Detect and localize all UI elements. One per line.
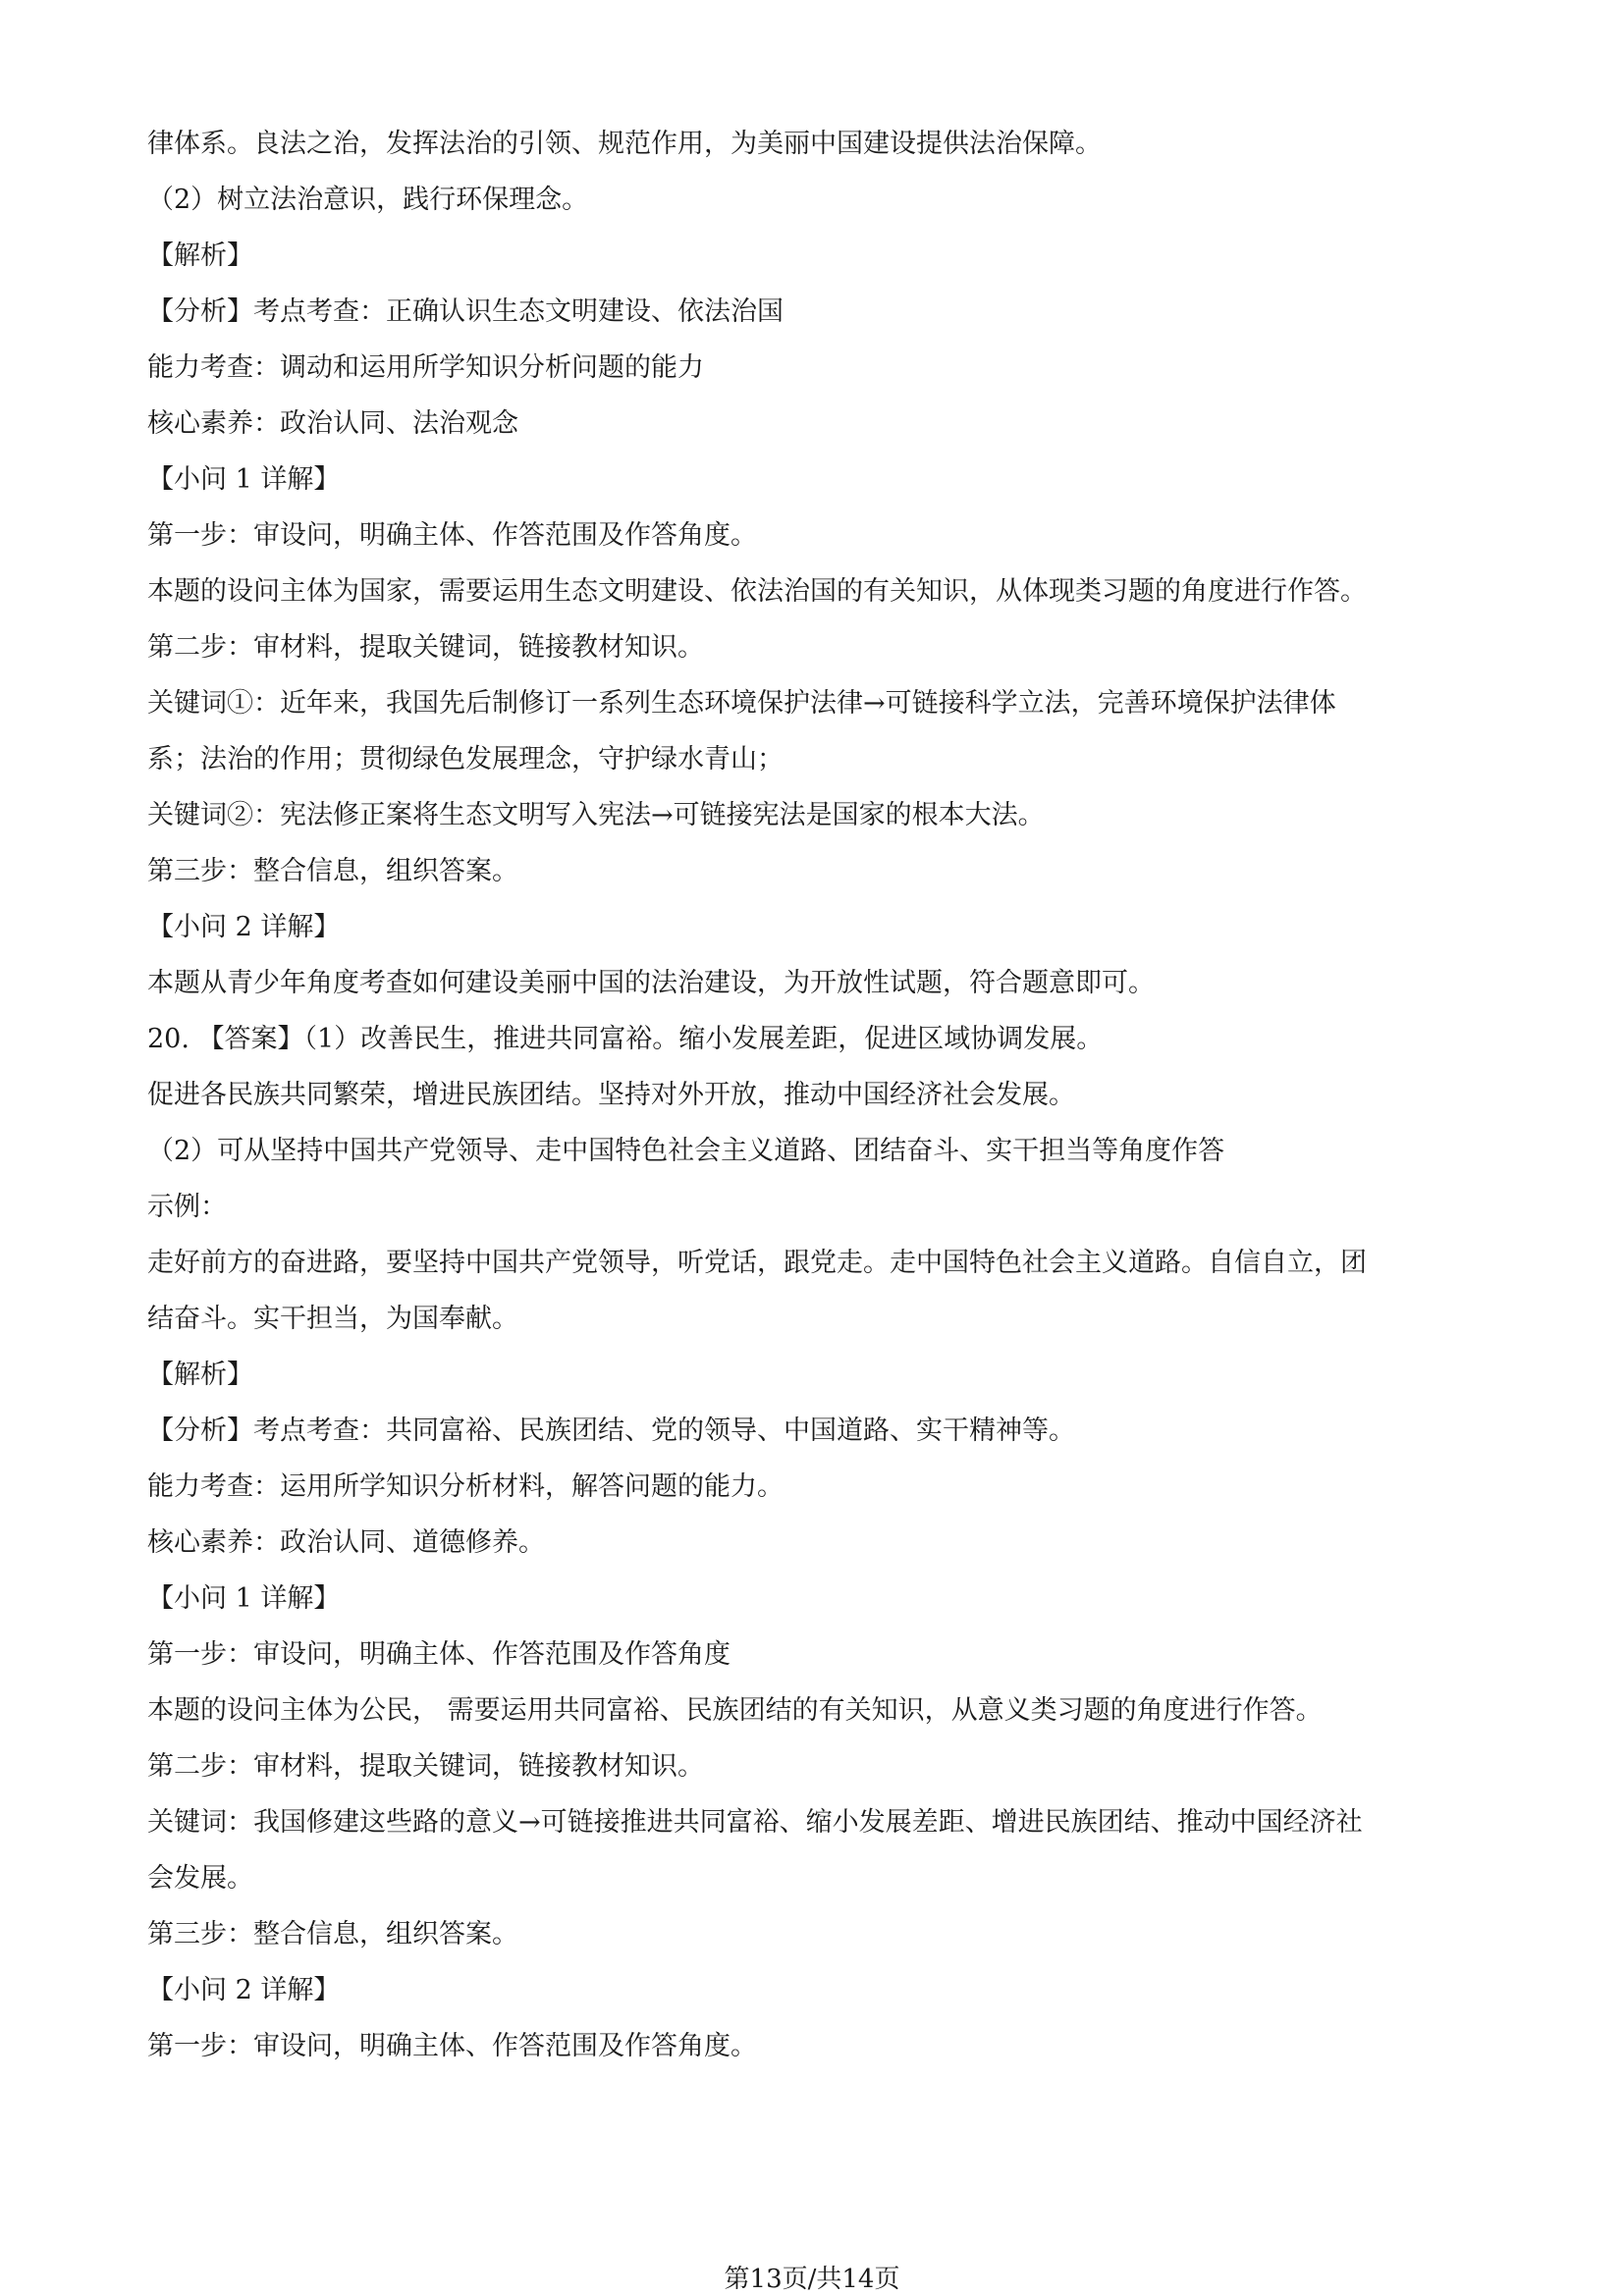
section-heading: 【小问 1 详解】	[147, 1583, 341, 1614]
text-line: 促进各民族共同繁荣，增进民族团结。坚持对外开放，推动中国经济社会发展。	[147, 1080, 1075, 1110]
text-line: 第一步：审设问，明确主体、作答范围及作答角度	[147, 1639, 731, 1670]
text-line: （2）树立法治意识，践行环保理念。	[147, 185, 589, 215]
text-line: 核心素养：政治认同、法治观念	[147, 408, 518, 439]
section-heading: 【解析】	[147, 1360, 253, 1390]
text-line: 第三步：整合信息，组织答案。	[147, 856, 518, 886]
text-line: 第二步：审材料，提取关键词，链接教材知识。	[147, 1751, 704, 1782]
question-answer-line: 20. 【答案】（1）改善民生，推进共同富裕。缩小发展差距，促进区域协调发展。	[147, 1024, 1104, 1054]
text-line: 结奋斗。实干担当，为国奉献。	[147, 1304, 518, 1334]
text-line: 律体系。良法之治，发挥法治的引领、规范作用，为美丽中国建设提供法治保障。	[147, 129, 1102, 159]
text-line: （2）可从坚持中国共产党领导、走中国特色社会主义道路、团结奋斗、实干担当等角度作答	[147, 1136, 1225, 1166]
text-line: 关键词①：近年来，我国先后制修订一系列生态环境保护法律→可链接科学立法，完善环境保护法律体	[147, 688, 1336, 719]
section-heading: 【小问 2 详解】	[147, 1975, 341, 2005]
text-line: 走好前方的奋进路，要坚持中国共产党领导，听党话，跟党走。走中国特色社会主义道路。自信自立，团	[147, 1248, 1367, 1278]
text-line: 关键词②：宪法修正案将生态文明写入宪法→可链接宪法是国家的根本大法。	[147, 800, 1045, 830]
text-line: 本题的设问主体为公民， 需要运用共同富裕、民族团结的有关知识，从意义类习题的角度进行作答。	[147, 1695, 1323, 1726]
text-line: 示例：	[147, 1192, 227, 1222]
text-line: 能力考查：运用所学知识分析材料，解答问题的能力。	[147, 1471, 784, 1502]
text-line: 系；法治的作用；贯彻绿色发展理念，守护绿水青山；	[147, 744, 784, 774]
section-heading: 【解析】	[147, 240, 253, 271]
text-line: 【分析】考点考查：共同富裕、民族团结、党的领导、中国道路、实干精神等。	[147, 1415, 1075, 1446]
text-line: 第二步：审材料，提取关键词，链接教材知识。	[147, 632, 704, 663]
text-line: 能力考查：调动和运用所学知识分析问题的能力	[147, 352, 704, 383]
text-line: 第一步：审设问，明确主体、作答范围及作答角度。	[147, 520, 757, 551]
text-line: 【分析】考点考查：正确认识生态文明建设、依法治国	[147, 296, 784, 327]
text-line: 会发展。	[147, 1863, 253, 1894]
text-line: 第三步：整合信息，组织答案。	[147, 1919, 518, 1949]
text-line: 第一步：审设问，明确主体、作答范围及作答角度。	[147, 2031, 757, 2061]
text-line: 核心素养：政治认同、道德修养。	[147, 1527, 545, 1558]
section-heading: 【小问 2 详解】	[147, 912, 341, 942]
document-body	[147, 116, 1492, 2074]
section-heading: 【小问 1 详解】	[147, 464, 341, 495]
text-line: 本题的设问主体为国家，需要运用生态文明建设、依法治国的有关知识，从体现类习题的角度进行作答。	[147, 576, 1367, 607]
text-line: 本题从青少年角度考查如何建设美丽中国的法治建设，为开放性试题，符合题意即可。	[147, 968, 1155, 998]
page-number-footer: 第13页/共14页	[724, 2265, 900, 2294]
text-line: 关键词：我国修建这些路的意义→可链接推进共同富裕、缩小发展差距、增进民族团结、推动中国经济社	[147, 1807, 1363, 1838]
